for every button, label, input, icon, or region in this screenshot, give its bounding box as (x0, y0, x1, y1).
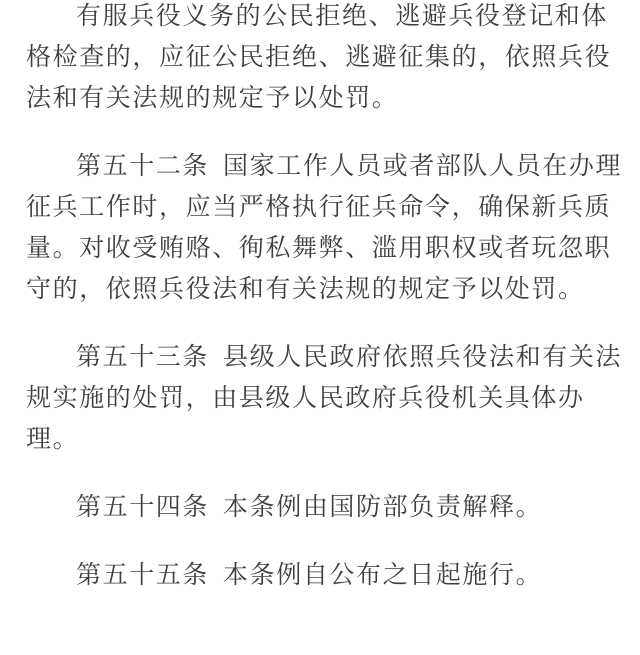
paragraph-text: 有服兵役义务的公民拒绝、逃避兵役登记和体格检查的，应征公民拒绝、逃避征集的，依照兵役法和有关法规的规定予以处罚。 (26, 1, 612, 112)
paragraph-text: 本条例由国防部负责解释。 (223, 492, 543, 521)
paragraph-text: 县级人民政府依照兵役法和有关法规实施的处罚，由县级人民政府兵役机关具体办理。 (26, 342, 623, 453)
paragraph-text: 国家工作人员或者部队人员在办理征兵工作时，应当严格执行征兵命令，确保新兵质量。对收受贿赂、徇私舞弊、滥用职权或者玩忽职守的，依照兵役法和有关法规的规定予以处罚。 (26, 151, 623, 303)
paragraph-article-54 (26, 486, 626, 527)
article-number: 第五十三条 (76, 342, 210, 371)
paragraph-penalty-evasion (26, 0, 626, 118)
article-number: 第五十四条 (76, 492, 210, 521)
paragraph-text: 本条例自公布之日起施行。 (223, 560, 543, 589)
article-number: 第五十二条 (76, 151, 210, 180)
paragraph-article-53 (26, 336, 626, 459)
paragraph-article-55 (26, 554, 626, 595)
regulation-text (26, 0, 626, 622)
article-number: 第五十五条 (76, 560, 210, 589)
paragraph-article-52 (26, 145, 626, 309)
